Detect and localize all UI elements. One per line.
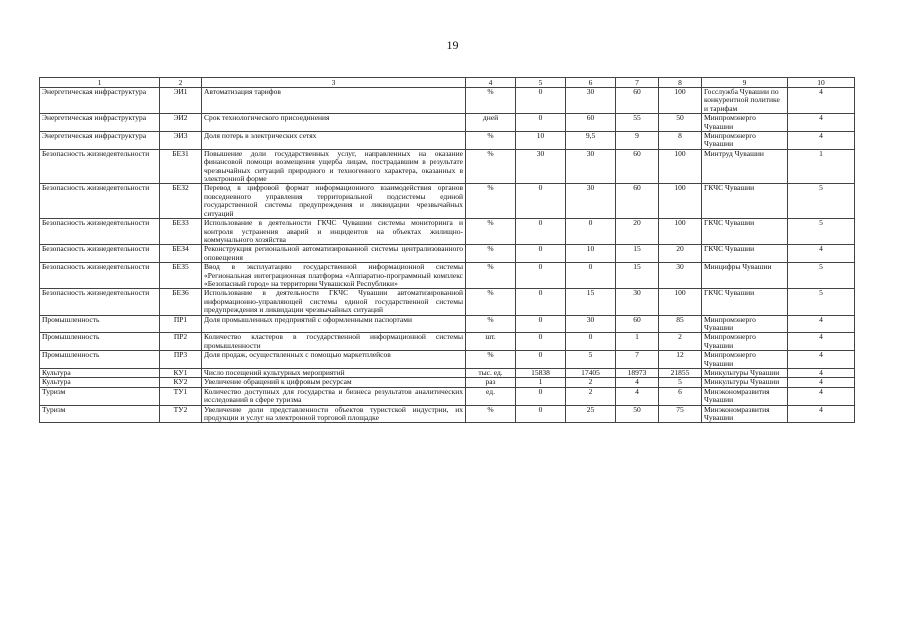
table-row [40, 132, 855, 150]
table-row [40, 289, 855, 315]
cell-value-2023: 7 [616, 351, 659, 369]
column-header-4: 4 [466, 78, 516, 88]
cell-unit: ед. [466, 387, 516, 405]
cell-value-2022: 2 [566, 387, 616, 405]
cell-responsible: Минпромэнерго Чувашии [702, 315, 788, 333]
cell-unit: % [466, 88, 516, 114]
table-row [40, 369, 855, 378]
cell-code: КУ1 [160, 369, 202, 378]
column-header-3: 3 [202, 78, 466, 88]
cell-value-2024: 12 [659, 351, 702, 369]
cell-unit: % [466, 315, 516, 333]
cell-responsible: Минтруд Чувашии [702, 149, 788, 184]
cell-code: ТУ1 [160, 387, 202, 405]
cell-unit: % [466, 351, 516, 369]
cell-value-2019: 0 [516, 333, 566, 351]
cell-value-2023: 60 [616, 88, 659, 114]
cell-value-2022: 9,5 [566, 132, 616, 150]
cell-responsible: Госслужба Чувашии по конкурентной политике и тарифам [702, 88, 788, 114]
cell-indicator: Увеличение обращений к цифровым ресурсам [202, 378, 466, 387]
cell-value-2023: 15 [616, 263, 659, 289]
cell-unit: % [466, 245, 516, 263]
cell-code: ЭИ2 [160, 114, 202, 132]
cell-indicator: Доля промышленных предприятий с оформленными паспортами [202, 315, 466, 333]
cell-value-2022: 30 [566, 184, 616, 219]
table-row [40, 351, 855, 369]
cell-value-2023: 15 [616, 245, 659, 263]
table-row [40, 219, 855, 245]
cell-section: Промышленность [40, 315, 160, 333]
cell-responsible: ГКЧС Чувашии [702, 289, 788, 315]
table-row [40, 184, 855, 219]
cell-value-2024: 100 [659, 219, 702, 245]
column-header-5: 5 [516, 78, 566, 88]
cell-indicator: Доля продаж, осуществленных с помощью маркетплейсов [202, 351, 466, 369]
cell-indicator: Реконструкция региональной автоматизированной системы централизованного оповещения [202, 245, 466, 263]
column-header-6: 6 [566, 78, 616, 88]
cell-value-2023: 4 [616, 378, 659, 387]
cell-value-2019: 30 [516, 149, 566, 184]
cell-unit: тыс. ед. [466, 369, 516, 378]
table-row [40, 387, 855, 405]
cell-priority: 4 [788, 315, 855, 333]
cell-code: БЕЗ5 [160, 263, 202, 289]
cell-value-2023: 1 [616, 333, 659, 351]
cell-responsible: Минкультуры Чувашии [702, 378, 788, 387]
cell-section: Безопасность жизнедеятельности [40, 184, 160, 219]
cell-value-2023: 18973 [616, 369, 659, 378]
cell-priority: 4 [788, 351, 855, 369]
column-header-7: 7 [616, 78, 659, 88]
cell-unit: % [466, 184, 516, 219]
cell-value-2019: 0 [516, 184, 566, 219]
cell-unit: раз [466, 378, 516, 387]
cell-section: Безопасность жизнедеятельности [40, 245, 160, 263]
cell-value-2023: 55 [616, 114, 659, 132]
cell-code: БЕЗ3 [160, 219, 202, 245]
cell-section: Безопасность жизнедеятельности [40, 263, 160, 289]
cell-responsible: Минкультуры Чувашии [702, 369, 788, 378]
cell-value-2024: 6 [659, 387, 702, 405]
cell-responsible: Минпромэнерго Чувашии [702, 132, 788, 150]
cell-value-2019: 0 [516, 114, 566, 132]
cell-section: Промышленность [40, 333, 160, 351]
cell-priority: 4 [788, 378, 855, 387]
table-row [40, 378, 855, 387]
cell-code: ПР3 [160, 351, 202, 369]
cell-value-2022: 0 [566, 333, 616, 351]
cell-section: Энергетическая инфраструктура [40, 88, 160, 114]
cell-priority: 5 [788, 219, 855, 245]
table-row [40, 245, 855, 263]
cell-value-2019: 0 [516, 405, 566, 423]
cell-section: Промышленность [40, 351, 160, 369]
cell-value-2019: 1 [516, 378, 566, 387]
cell-value-2022: 2 [566, 378, 616, 387]
cell-unit: % [466, 149, 516, 184]
cell-priority: 1 [788, 149, 855, 184]
cell-section: Энергетическая инфраструктура [40, 114, 160, 132]
cell-priority: 4 [788, 88, 855, 114]
column-header-1: 1 [40, 78, 160, 88]
cell-code: БЕЗ6 [160, 289, 202, 315]
cell-responsible: Минпромэнерго Чувашии [702, 114, 788, 132]
cell-value-2022: 10 [566, 245, 616, 263]
cell-value-2022: 30 [566, 88, 616, 114]
cell-value-2024: 30 [659, 263, 702, 289]
cell-value-2024: 21855 [659, 369, 702, 378]
table-row [40, 333, 855, 351]
cell-indicator: Срок технологического присоединения [202, 114, 466, 132]
cell-code: БЕЗ4 [160, 245, 202, 263]
cell-priority: 4 [788, 387, 855, 405]
cell-indicator: Автоматизация тарифов [202, 88, 466, 114]
cell-value-2024: 5 [659, 378, 702, 387]
cell-indicator: Использование в деятельности ГКЧС Чувашии системы мониторинга и контроля устранения аварий и инцидентов на объектах жилищно-коммунального хозяйства [202, 219, 466, 245]
cell-value-2022: 15 [566, 289, 616, 315]
cell-priority: 5 [788, 289, 855, 315]
cell-indicator: Ввод в эксплуатацию государственной информационной системы «Региональная интеграционная платформа «Аппаратно-программный комплекс «Безопасный город» на территории Чувашской Республики» [202, 263, 466, 289]
cell-value-2024: 8 [659, 132, 702, 150]
cell-priority: 5 [788, 184, 855, 219]
cell-indicator: Доля потерь в электрических сетях [202, 132, 466, 150]
cell-value-2022: 0 [566, 263, 616, 289]
cell-value-2022: 5 [566, 351, 616, 369]
cell-value-2023: 60 [616, 315, 659, 333]
cell-value-2024: 100 [659, 184, 702, 219]
cell-code: БЕЗ2 [160, 184, 202, 219]
table-row [40, 405, 855, 423]
cell-priority: 4 [788, 245, 855, 263]
cell-value-2024: 75 [659, 405, 702, 423]
cell-priority: 4 [788, 333, 855, 351]
cell-code: ЭИ3 [160, 132, 202, 150]
cell-responsible: ГКЧС Чувашии [702, 219, 788, 245]
cell-value-2022: 30 [566, 315, 616, 333]
cell-value-2019: 0 [516, 351, 566, 369]
cell-indicator: Количество кластеров в государственной информационной системы промышленности [202, 333, 466, 351]
cell-value-2019: 15838 [516, 369, 566, 378]
cell-value-2019: 0 [516, 245, 566, 263]
cell-value-2024: 20 [659, 245, 702, 263]
cell-indicator: Количество доступных для государства и бизнеса результатов аналитических исследований в сфере туризма [202, 387, 466, 405]
cell-code: КУ2 [160, 378, 202, 387]
cell-value-2023: 30 [616, 289, 659, 315]
cell-value-2019: 0 [516, 219, 566, 245]
cell-responsible: ГКЧС Чувашии [702, 184, 788, 219]
cell-code: ПР2 [160, 333, 202, 351]
page-number: 19 [446, 38, 459, 52]
cell-unit: % [466, 132, 516, 150]
cell-section: Безопасность жизнедеятельности [40, 149, 160, 184]
cell-value-2023: 60 [616, 184, 659, 219]
cell-value-2022: 17405 [566, 369, 616, 378]
cell-indicator: Число посещений культурных мероприятий [202, 369, 466, 378]
table-row [40, 88, 855, 114]
header-row [40, 78, 855, 88]
cell-code: ПР1 [160, 315, 202, 333]
cell-priority: 5 [788, 263, 855, 289]
cell-value-2019: 0 [516, 88, 566, 114]
cell-value-2019: 0 [516, 263, 566, 289]
cell-priority: 4 [788, 132, 855, 150]
cell-value-2023: 9 [616, 132, 659, 150]
column-header-8: 8 [659, 78, 702, 88]
table-row [40, 149, 855, 184]
cell-responsible: Минэкономразвития Чувашии [702, 405, 788, 423]
cell-value-2024: 100 [659, 289, 702, 315]
cell-section: Безопасность жизнедеятельности [40, 289, 160, 315]
cell-value-2024: 2 [659, 333, 702, 351]
cell-priority: 4 [788, 114, 855, 132]
column-header-2: 2 [160, 78, 202, 88]
column-header-9: 9 [702, 78, 788, 88]
cell-value-2023: 4 [616, 387, 659, 405]
table-body [40, 78, 855, 423]
cell-value-2024: 100 [659, 149, 702, 184]
cell-indicator: Увеличение доли представленности объектов туристской индустрии, их продукции и услуг на электронной торговой площадке [202, 405, 466, 423]
cell-section: Культура [40, 378, 160, 387]
cell-value-2019: 10 [516, 132, 566, 150]
indicators-table [39, 77, 855, 423]
cell-section: Культура [40, 369, 160, 378]
cell-value-2022: 25 [566, 405, 616, 423]
cell-priority: 4 [788, 369, 855, 378]
cell-value-2022: 30 [566, 149, 616, 184]
cell-responsible: Минцифры Чувашии [702, 263, 788, 289]
cell-unit: дней [466, 114, 516, 132]
table-row [40, 114, 855, 132]
cell-indicator: Повышение доли государственных услуг, направленных на оказание финансовой помощи возмещения ущерба лицам, пострадавшим в результате чрезвычайных ситуаций природного и техногенного характера, оказанных в электронной форме [202, 149, 466, 184]
cell-section: Энергетическая инфраструктура [40, 132, 160, 150]
cell-value-2019: 0 [516, 315, 566, 333]
cell-responsible: ГКЧС Чувашии [702, 245, 788, 263]
cell-value-2023: 60 [616, 149, 659, 184]
table-row [40, 315, 855, 333]
cell-unit: % [466, 405, 516, 423]
cell-responsible: Минпромэнерго Чувашии [702, 333, 788, 351]
cell-value-2023: 20 [616, 219, 659, 245]
column-header-10: 10 [788, 78, 855, 88]
cell-value-2022: 60 [566, 114, 616, 132]
cell-indicator: Перевод в цифровой формат информационного взаимодействия органов повседневного управления территориальной подсистемы единой государственной системы предупреждения и ликвидации чрезвычайных ситуаций [202, 184, 466, 219]
cell-value-2022: 0 [566, 219, 616, 245]
cell-value-2024: 85 [659, 315, 702, 333]
cell-code: ЭИ1 [160, 88, 202, 114]
cell-unit: % [466, 263, 516, 289]
cell-value-2024: 50 [659, 114, 702, 132]
cell-section: Туризм [40, 387, 160, 405]
cell-section: Безопасность жизнедеятельности [40, 219, 160, 245]
cell-section: Туризм [40, 405, 160, 423]
cell-value-2019: 0 [516, 387, 566, 405]
cell-value-2024: 100 [659, 88, 702, 114]
cell-value-2023: 50 [616, 405, 659, 423]
cell-unit: % [466, 219, 516, 245]
cell-value-2019: 0 [516, 289, 566, 315]
cell-code: ТУ2 [160, 405, 202, 423]
cell-indicator: Использование в деятельности ГКЧС Чувашии автоматизированной информационно-управляющей системы единой государственной системы предупреждения и ликвидации чрезвычайных ситуаций [202, 289, 466, 315]
table-row [40, 263, 855, 289]
cell-responsible: Минэкономразвития Чувашии [702, 387, 788, 405]
cell-code: БЕЗ1 [160, 149, 202, 184]
cell-unit: шт. [466, 333, 516, 351]
cell-unit: % [466, 289, 516, 315]
cell-priority: 4 [788, 405, 855, 423]
cell-responsible: Минпромэнерго Чувашии [702, 351, 788, 369]
